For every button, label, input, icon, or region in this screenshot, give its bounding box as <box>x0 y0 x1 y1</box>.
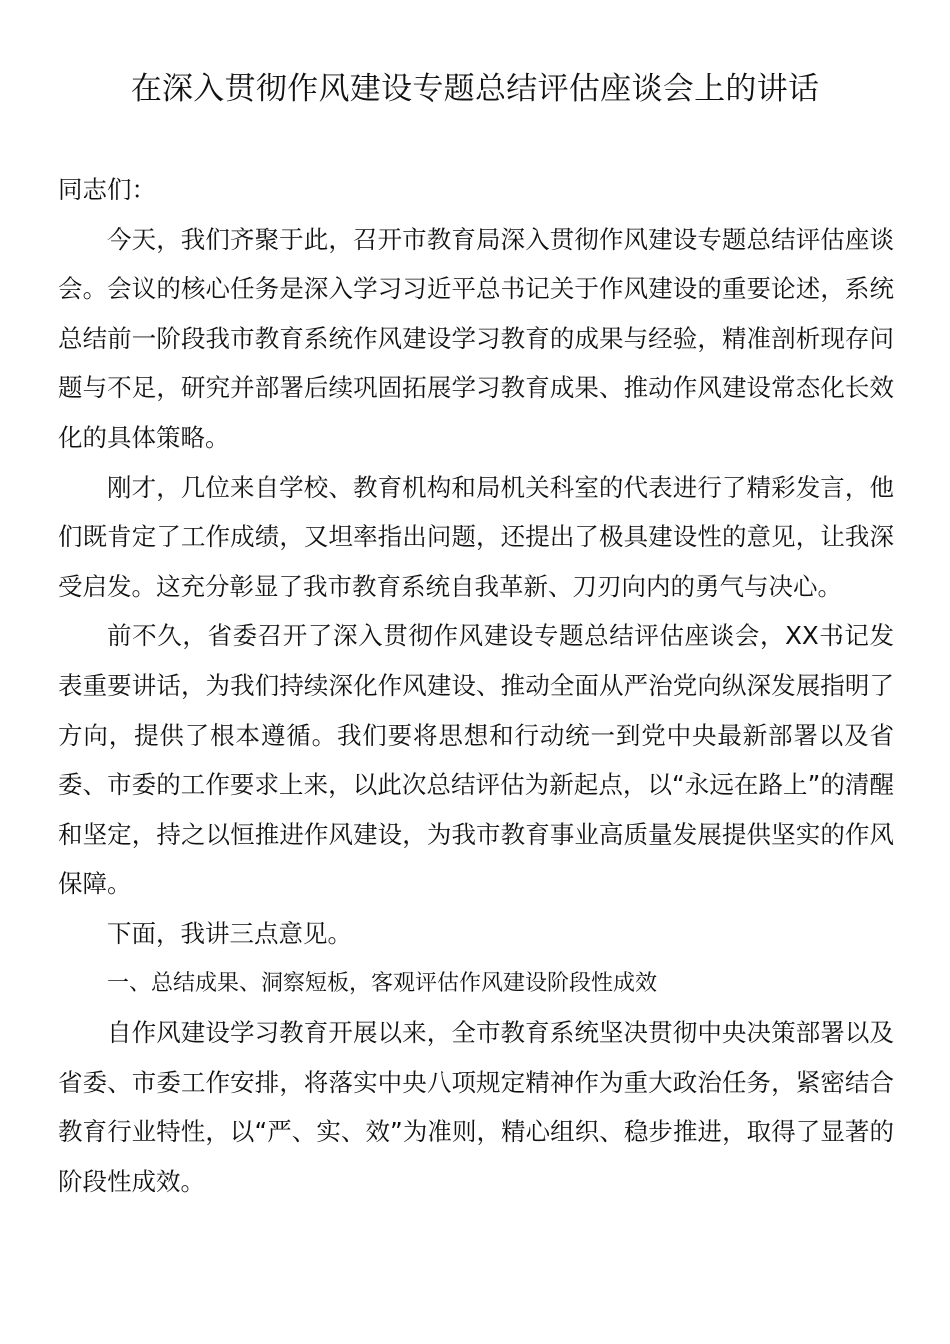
document-body <box>58 165 894 1206</box>
paragraph-section-one: 自作风建设学习教育开展以来，全市教育系统坚决贯彻中央决策部署以及省委、市委工作安排，将落实中央八项规定精神作为重大政治任务，紧密结合教育行业特性，以“严、实、效”为准则，精心组织、稳步推进，取得了显著的阶段性成效。 <box>58 1018 894 1196</box>
paragraph-three-points: 下面，我讲三点意见。 <box>107 918 352 948</box>
salutation: 同志们： <box>58 175 156 204</box>
paragraph-opening: 今天，我们齐聚于此，召开市教育局深入贯彻作风建设专题总结评估座谈会。会议的核心任务是深入学习习近平总书记关于作风建设的重要论述，系统总结前一阶段我市教育系统作风建设学习教育的成果与经验，精准剖析现存问题与不足，研究并部署后续巩固拓展学习教育成果、推动作风建设常态化长效化的具体策略。 <box>58 224 894 452</box>
section-heading-one: 一、总结成果、洞察短板，客观评估作风建设阶段性成效 <box>107 970 658 996</box>
paragraph-provincial-meeting: 前不久，省委召开了深入贯彻作风建设专题总结评估座谈会，XX书记发表重要讲话，为我们持续深化作风建设、推动全面从严治党向纵深发展指明了方向，提供了根本遵循。我们要将思想和行动统一到党中央最新部署以及省委、市委的工作要求上来，以此次总结评估为新起点，以“永远在路上”的清醒和坚定，持之以恒推进作风建设，为我市教育事业高质量发展提供坚实的作风保障。 <box>58 621 894 899</box>
document-title: 在深入贯彻作风建设专题总结评估座谈会上的讲话 <box>130 71 820 107</box>
paragraph-representatives: 刚才，几位来自学校、教育机构和局机关科室的代表进行了精彩发言，他们既肯定了工作成绩，又坦率指出问题，还提出了极具建设性的意见，让我深受启发。这充分彰显了我市教育系统自我革新、刀刃向内的勇气与决心。 <box>58 472 894 601</box>
